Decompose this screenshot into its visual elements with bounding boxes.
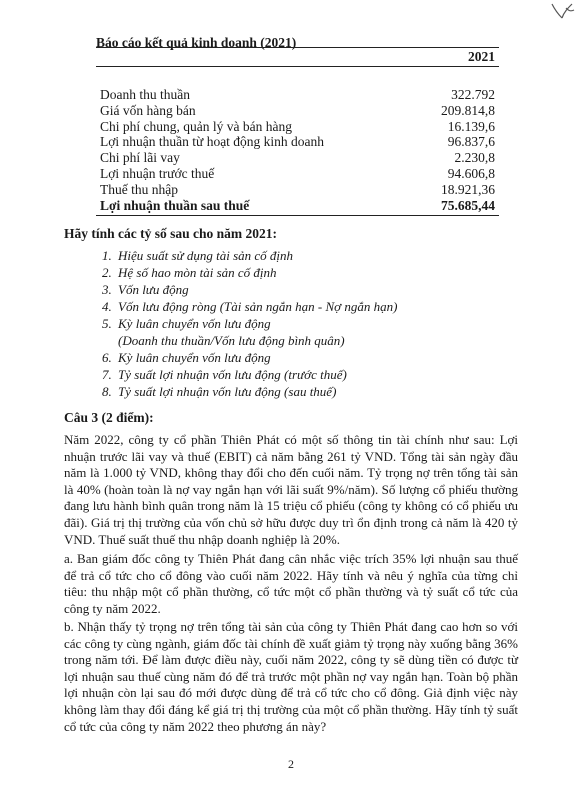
item-number: 4. (102, 299, 112, 314)
ratio-list (102, 247, 397, 400)
question-3-title: Câu 3 (2 điểm): (64, 410, 154, 425)
table-row (96, 119, 499, 135)
row-label: Giá vốn hàng bán (100, 102, 196, 118)
row-label: Lợi nhuận trước thuế (100, 165, 215, 181)
item-number: 6. (102, 350, 112, 365)
row-label: Chi phí chung, quản lý và bán hàng (100, 118, 292, 134)
question-3-intro-paragraph: Năm 2022, công ty cổ phần Thiên Phát có một số thông tin tài chính như sau: Lợi nhuận trước lãi vay và thuế (EBIT) cả năm bằng 261 tỷ VND. Tổng tài sản ngày đầu năm là 1.000 tỷ VND, không thay đổi cho đến cuối năm. Tỷ trọng nợ trên tổng tài sản là 40% (hoàn toàn là nợ vay ngắn hạn với lãi suất 9%/năm). Số lượng cổ phiếu thường đang lưu hành bình quân trong năm là 15 triệu cổ phiếu (công ty không có cổ phiếu ưu đãi). Giá trị thị trường của vốn chủ sở hữu được duy trì ổn định trong cả năm là 420 tỷ VND. Thuế suất thuế thu nhập doanh nghiệp là 20%. (64, 432, 518, 547)
total-value: 75.685,44 (441, 197, 495, 213)
row-value: 18.921,36 (441, 181, 495, 197)
income-statement-table (96, 47, 499, 216)
row-value: 94.606,8 (447, 165, 495, 181)
row-value: 2.230,8 (454, 150, 495, 166)
item-text: Vốn lưu động (118, 282, 189, 297)
row-value: 16.139,6 (447, 118, 495, 134)
item-text: Vốn lưu động ròng (Tài sản ngắn hạn - Nợ ngắn hạn) (118, 299, 398, 314)
year-header-row (96, 47, 499, 67)
list-item (102, 247, 397, 264)
table-row (96, 150, 499, 166)
total-label: Lợi nhuận thuần sau thuế (100, 197, 250, 213)
table-row (96, 166, 499, 182)
list-item (102, 264, 397, 281)
row-label: Chi phí lãi vay (100, 150, 180, 166)
item-text: Hiệu suất sử dụng tài sản cố định (118, 248, 294, 263)
item-text: Tỷ suất lợi nhuận vốn lưu động (sau thuế) (118, 384, 337, 399)
list-item (102, 366, 397, 383)
report-title: Báo cáo kết quả kinh doanh (2021) (96, 35, 297, 50)
row-value: 209.814,8 (441, 102, 495, 118)
handwritten-mark (548, 0, 578, 22)
item-text: Hệ số hao mòn tài sản cố định (118, 265, 277, 280)
row-label: Doanh thu thuần (100, 87, 190, 102)
item-number: 2. (102, 265, 112, 280)
item-number: 8. (102, 384, 112, 399)
list-item (102, 349, 397, 366)
item-number: 5. (102, 316, 112, 331)
question-3-part-b: b. Nhận thấy tỷ trọng nợ trên tổng tài sản của công ty Thiên Phát đang cao hơn so với các công ty cùng ngành, giám đốc tài chính đề xuất giảm tỷ trọng này xuống bằng 36% trong năm tới. Để làm được điều này, cuối năm 2022, công ty sẽ dùng tiền có được từ lợi nhuận sau thuế cùng năm đó để trả trước một phần nợ vay ngắn hạn. Toàn bộ phần lợi nhuận còn lại sau đó mới được dùng để trả cổ tức cho cổ đông. Giả định việc này không làm thay đổi đáng kể giá trị thị trường của một cổ phần thường. Hãy tính tỷ suất cổ tức của công ty năm 2022 theo phương án này? (64, 619, 518, 734)
item-number: 1. (102, 248, 112, 263)
question-3-part-a: a. Ban giám đốc công ty Thiên Phát đang cân nhắc việc trích 35% lợi nhuận sau thuế để trả cổ tức cho cổ đông vào cuối năm 2022. Hãy tính và nêu ý nghĩa của từng chỉ tiêu: thu nhập một cổ phần thường, cổ tức một cổ phần thường và tỷ suất cổ tức của công ty năm 2022. (64, 551, 518, 616)
item-number: 3. (102, 282, 112, 297)
row-value: 322.792 (451, 87, 495, 102)
question-title: Hãy tính các tỷ số sau cho năm 2021: (64, 226, 278, 241)
list-item-subtext (102, 332, 397, 349)
row-value: 96.837,6 (447, 134, 495, 150)
item-text: Kỳ luân chuyển vốn lưu động (118, 316, 271, 331)
table-row (96, 103, 499, 119)
row-label: Thuế thu nhập (100, 181, 178, 197)
table-row (96, 134, 499, 150)
item-text: Kỳ luân chuyển vốn lưu động (118, 350, 271, 365)
list-item (102, 383, 397, 400)
page-number: 2 (288, 757, 294, 771)
row-label: Lợi nhuận thuần từ hoạt động kinh doanh (100, 134, 325, 150)
item-text: Tỷ suất lợi nhuận vốn lưu động (trước thuế) (118, 367, 347, 382)
list-item (102, 281, 397, 298)
list-item (102, 298, 397, 315)
table-row (96, 182, 499, 198)
list-item (102, 315, 397, 332)
year-header: 2021 (468, 49, 495, 64)
total-row (96, 198, 499, 216)
item-number: 7. (102, 367, 112, 382)
table-row (96, 87, 499, 103)
item-text: (Doanh thu thuần/Vốn lưu động bình quân) (118, 333, 345, 348)
